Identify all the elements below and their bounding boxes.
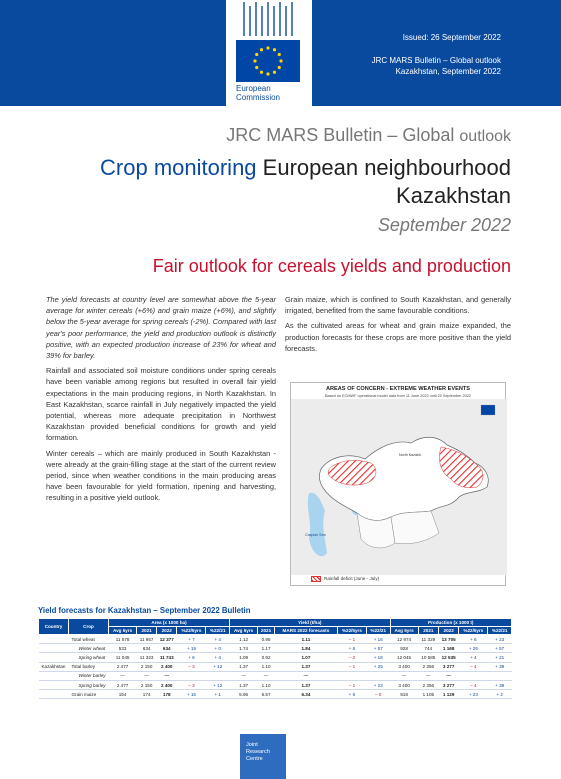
- eu-star-icon: [266, 46, 269, 49]
- yield-col-header: %22/21: [366, 627, 390, 635]
- value-cell: 744: [418, 644, 438, 653]
- value-cell: —: [230, 671, 258, 680]
- value-cell: 11 045: [109, 653, 137, 662]
- value-cell: [366, 671, 390, 680]
- map-title: AREAS OF CONCERN - EXTREME WEATHER EVENTS: [325, 386, 471, 392]
- yield-col-header: Avg 5yrs: [230, 627, 258, 635]
- map-eu-flag-icon: [481, 405, 495, 415]
- value-cell: + 23: [488, 635, 512, 644]
- value-cell: + 57: [488, 644, 512, 653]
- crop-cell: Winter wheat: [69, 644, 109, 653]
- value-cell: 5.96: [230, 690, 258, 699]
- value-cell: 1.09: [230, 653, 258, 662]
- value-cell: 11 743: [157, 653, 177, 662]
- value-cell: 3 277: [439, 680, 459, 689]
- value-cell: 6.57: [258, 690, 275, 699]
- country-cell-empty: [39, 690, 69, 699]
- yield-group-header: Yield (t/ha): [230, 619, 391, 627]
- value-cell: + 23: [459, 690, 488, 699]
- logo-line-1: European: [236, 84, 271, 93]
- area-col-header: Avg 5yrs: [109, 627, 137, 635]
- value-cell: —: [390, 671, 418, 680]
- col-crop-header: Crop: [69, 619, 109, 635]
- value-cell: – 1: [337, 635, 366, 644]
- value-cell: —: [137, 671, 157, 680]
- value-cell: – 4: [459, 680, 488, 689]
- value-cell: + 26: [459, 644, 488, 653]
- crop-cell: Spring barley: [69, 680, 109, 689]
- value-cell: 11 957: [137, 635, 157, 644]
- area-col-header: 2021: [137, 627, 157, 635]
- value-cell: 1.74: [230, 644, 258, 653]
- intro-paragraph: The yield forecasts at country level are somewhat above the 5-year average for winter cereals (+6%) and grain maize (+6%), and slightly below the 5-year average for spring cereals (-2%). Compared with last year's poor performance, the yield and production outlook is distinctly positive, with an expected production increase of 23% for wheat and 39% for barley.: [46, 295, 276, 361]
- value-cell: + 12: [206, 680, 230, 689]
- value-cell: 928: [390, 644, 418, 653]
- crop-cell: Grain maize: [69, 690, 109, 699]
- bulletin-line-2: Kazakhstan, September 2022: [395, 67, 501, 76]
- map-legend-label: Rainfall deficit (June - July): [324, 576, 380, 582]
- building-lines-graphic: [226, 0, 312, 40]
- prod-col-header: %22/5yrs: [459, 627, 488, 635]
- table-row: [39, 671, 512, 680]
- value-cell: – 0: [366, 690, 390, 699]
- yield-col-header: 2021: [258, 627, 275, 635]
- area-group-header: Area (x 1000 ha): [109, 619, 230, 627]
- value-cell: + 39: [488, 680, 512, 689]
- value-cell: 2 400: [157, 662, 177, 671]
- value-cell: 154: [109, 690, 137, 699]
- value-cell: 2 150: [137, 680, 157, 689]
- value-cell: [206, 671, 230, 680]
- value-cell: 1.07: [274, 653, 337, 662]
- jrc-logo: [240, 734, 286, 779]
- value-cell: 174: [137, 690, 157, 699]
- value-cell: + 6: [177, 653, 206, 662]
- eu-star-icon: [278, 53, 281, 56]
- country-cell-empty: [39, 653, 69, 662]
- value-cell: + 1: [206, 690, 230, 699]
- value-cell: + 23: [366, 680, 390, 689]
- value-cell: [488, 671, 512, 680]
- value-cell: 1.84: [274, 644, 337, 653]
- table-subheader-row: [39, 627, 512, 635]
- right-column: [285, 294, 511, 358]
- paragraph-rainfall: Rainfall and associated soil moisture conditions under spring cereals have been variable among regions but resulted in overall fair yield expectations in the main producing regions, in North Kazakhstan. In East Kazakhstan, scarce rainfall in July negatively impacted the yield potential, whereas more adequate precipitation in Northwest Kazakhstan provided beneficial conditions for growth and yield formation.: [46, 366, 276, 443]
- areas-of-concern-map: [290, 382, 506, 586]
- country-cell-empty: [39, 671, 69, 680]
- footer-line-1: Joint: [246, 742, 258, 748]
- value-cell: – 3: [177, 680, 206, 689]
- bulletin-line-1: JRC MARS Bulletin – Global outlook: [371, 56, 501, 65]
- value-cell: 1.37: [230, 662, 258, 671]
- logo-text: [236, 84, 280, 102]
- value-cell: 2 477: [109, 662, 137, 671]
- value-cell: 1.37: [274, 680, 337, 689]
- value-cell: 12 377: [157, 635, 177, 644]
- value-cell: + 16: [366, 653, 390, 662]
- footer-line-3: Centre: [246, 756, 263, 762]
- value-cell: 634: [157, 644, 177, 653]
- value-cell: 0.92: [258, 653, 275, 662]
- crop-cell: Spring wheat: [69, 653, 109, 662]
- table-row: [39, 662, 512, 671]
- table-row: [39, 653, 512, 662]
- header-banner: [0, 0, 561, 106]
- value-cell: 12 045: [390, 653, 418, 662]
- value-cell: 2 356: [418, 680, 438, 689]
- value-cell: + 7: [177, 635, 206, 644]
- paragraph-winter-cereals: Winter cereals – which are mainly produced in South Kazakhstan - were already at the grain-filling stage at the start of the current review period, since when weather conditions in the main producing areas have been favourable for yield formation, ripening and harvesting, resulting in a positive yield outlook.: [46, 448, 276, 503]
- eu-star-icon: [255, 53, 258, 56]
- value-cell: 918: [390, 690, 418, 699]
- value-cell: – 1: [337, 680, 366, 689]
- value-cell: + 16: [177, 690, 206, 699]
- value-cell: 3 400: [390, 662, 418, 671]
- value-cell: 634: [137, 644, 157, 653]
- prod-col-header: 2022: [439, 627, 459, 635]
- value-cell: 10 585: [418, 653, 438, 662]
- paragraph-grain-maize: Grain maize, which is confined to South Kazakhstan, and generally irrigated, benefited from the same favourable conditions.: [285, 295, 511, 316]
- value-cell: 1 105: [418, 690, 438, 699]
- value-cell: – 3: [177, 662, 206, 671]
- value-cell: + 16: [366, 635, 390, 644]
- value-cell: + 4: [459, 653, 488, 662]
- country-cell-empty: [39, 644, 69, 653]
- prod-col-header: Avg 5yrs: [390, 627, 418, 635]
- value-cell: 2 356: [418, 662, 438, 671]
- value-cell: 13 705: [439, 635, 459, 644]
- eu-star-icon: [255, 66, 258, 69]
- value-cell: 11 329: [418, 635, 438, 644]
- value-cell: 0.95: [258, 635, 275, 644]
- map-subtitle: Based on ECMWF operational model data from 11 June 2022 until 20 September 2022: [325, 394, 471, 398]
- value-cell: —: [157, 671, 177, 680]
- value-cell: + 6: [337, 690, 366, 699]
- value-cell: 11 578: [109, 635, 137, 644]
- value-cell: 1.10: [258, 662, 275, 671]
- value-cell: + 39: [488, 662, 512, 671]
- value-cell: – 2: [337, 653, 366, 662]
- value-cell: 3 277: [439, 662, 459, 671]
- value-cell: [459, 671, 488, 680]
- value-cell: —: [109, 671, 137, 680]
- date-title: September 2022: [377, 215, 511, 235]
- country-cell-empty: [39, 680, 69, 689]
- value-cell: + 57: [366, 644, 390, 653]
- eu-star-icon: [266, 72, 269, 75]
- table-row: [39, 635, 512, 644]
- value-cell: [337, 671, 366, 680]
- eu-star-icon: [273, 71, 276, 74]
- issued-date: Issued: 26 September 2022: [402, 33, 501, 42]
- eu-star-icon: [279, 59, 282, 62]
- value-cell: —: [418, 671, 438, 680]
- value-cell: 1 129: [439, 690, 459, 699]
- value-cell: + 12: [206, 662, 230, 671]
- bulletin-title: [100, 124, 511, 148]
- value-cell: + 2: [488, 690, 512, 699]
- yield-col-header: %22/5yrs: [337, 627, 366, 635]
- map-legend: [311, 576, 379, 582]
- value-cell: + 19: [177, 644, 206, 653]
- logo-line-2: Commission: [236, 93, 281, 102]
- table-row: [39, 680, 512, 689]
- european-commission-logo: [226, 0, 312, 106]
- value-cell: 1.11: [274, 635, 337, 644]
- value-cell: + 6: [337, 644, 366, 653]
- bulletin-title-small: outlook: [459, 128, 511, 145]
- value-cell: 1.10: [258, 680, 275, 689]
- left-column: [46, 294, 276, 508]
- value-cell: 11 323: [137, 653, 157, 662]
- value-cell: 1.37: [274, 662, 337, 671]
- value-cell: 533: [109, 644, 137, 653]
- map-graphic: [291, 383, 507, 587]
- area-col-header: %22/21: [206, 627, 230, 635]
- footer-line-2: Research: [246, 749, 270, 755]
- country-cell-empty: [39, 635, 69, 644]
- paragraph-areas: As the cultivated areas for wheat and grain maize expanded, the production forecasts for these crops are more positive than the yield forecasts.: [285, 321, 511, 353]
- value-cell: + 4: [206, 653, 230, 662]
- crop-cell: Winter barley: [69, 671, 109, 680]
- bulletin-title-main: JRC MARS Bulletin – Global: [226, 125, 455, 145]
- value-cell: 178: [157, 690, 177, 699]
- value-cell: + 6: [459, 635, 488, 644]
- value-cell: 3 400: [390, 680, 418, 689]
- prod-col-header: 2021: [418, 627, 438, 635]
- bulletin-label: [372, 55, 501, 77]
- production-group-header: Production (x 1000 t): [390, 619, 512, 627]
- yield-col-header: MARS 2022 forecasts: [274, 627, 337, 635]
- value-cell: 1.37: [230, 680, 258, 689]
- value-cell: + 21: [488, 653, 512, 662]
- value-cell: + 0: [206, 644, 230, 653]
- value-cell: 1 168: [439, 644, 459, 653]
- eu-star-icon: [260, 48, 263, 51]
- col-country-header: Country: [39, 619, 69, 635]
- value-cell: + 4: [206, 635, 230, 644]
- map-label-north: North Kazakh.: [399, 453, 422, 457]
- table-row: [39, 690, 512, 699]
- section-title-blue: Crop monitoring: [100, 155, 257, 180]
- value-cell: 2 477: [109, 680, 137, 689]
- area-col-header: 2022: [157, 627, 177, 635]
- title-block: [100, 124, 511, 236]
- crop-cell: Total wheat: [69, 635, 109, 644]
- section-title: [100, 154, 511, 182]
- headline: Fair outlook for cereals yields and production: [152, 256, 511, 276]
- eu-star-icon: [273, 48, 276, 51]
- yield-forecast-table: [38, 618, 512, 699]
- value-cell: 12 535: [439, 653, 459, 662]
- country-title: Kazakhstan: [396, 183, 511, 208]
- value-cell: + 25: [366, 662, 390, 671]
- eu-star-icon: [260, 71, 263, 74]
- value-cell: —: [439, 671, 459, 680]
- eu-star-icon: [253, 59, 256, 62]
- eu-star-icon: [278, 66, 281, 69]
- value-cell: 2 400: [157, 680, 177, 689]
- value-cell: 12 974: [390, 635, 418, 644]
- value-cell: —: [258, 671, 275, 680]
- value-cell: [177, 671, 206, 680]
- table-title: Yield forecasts for Kazakhstan – September 2022 Bulletin: [38, 606, 251, 615]
- map-label-caspian: Caspian Sea: [305, 533, 326, 537]
- value-cell: 1.12: [230, 635, 258, 644]
- value-cell: – 1: [337, 662, 366, 671]
- crop-cell: Total barley: [69, 662, 109, 671]
- value-cell: —: [274, 671, 337, 680]
- table-body: [39, 635, 512, 699]
- value-cell: 6.34: [274, 690, 337, 699]
- section-title-rest: European neighbourhood: [262, 155, 511, 180]
- area-col-header: %22/5yrs: [177, 627, 206, 635]
- value-cell: – 4: [459, 662, 488, 671]
- prod-col-header: %22/21: [488, 627, 512, 635]
- hatch-swatch-icon: [311, 576, 321, 582]
- country-cell: Kazakhstan: [39, 662, 69, 671]
- eu-flag-icon: [236, 40, 300, 82]
- value-cell: 1.17: [258, 644, 275, 653]
- table-row: [39, 644, 512, 653]
- value-cell: 2 150: [137, 662, 157, 671]
